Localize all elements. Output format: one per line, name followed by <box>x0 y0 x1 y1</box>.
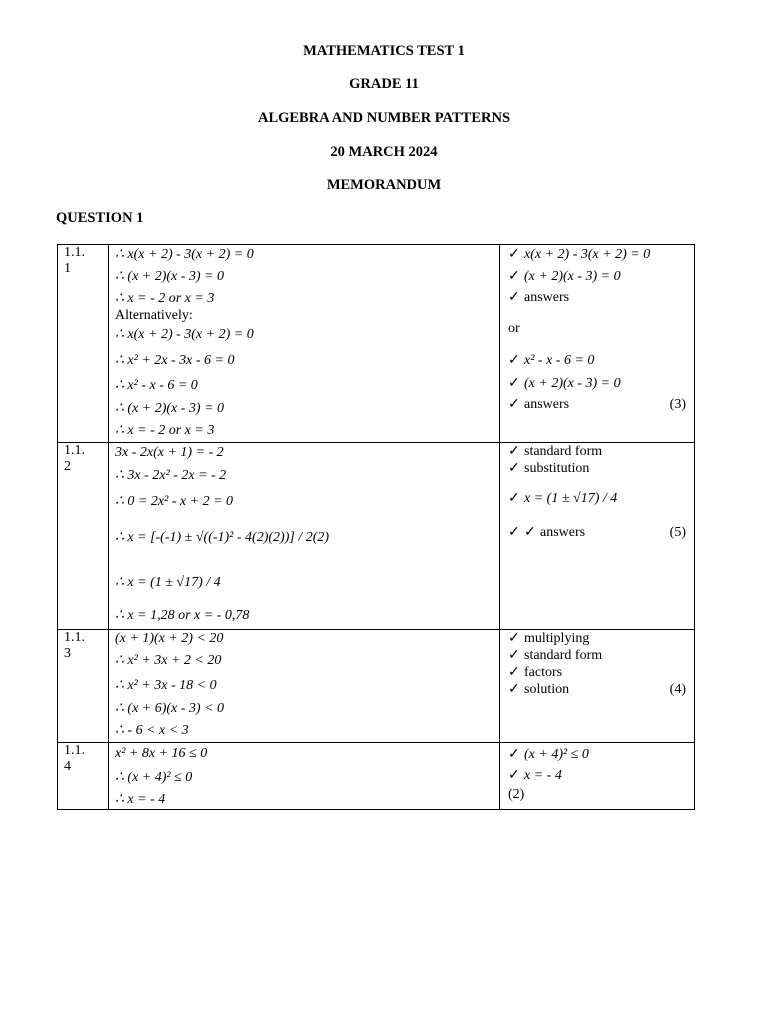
working-line: 3x - 2x(x + 1) = - 2 <box>115 445 224 460</box>
check-icon: ✓ <box>508 247 520 262</box>
working-cell <box>109 743 500 810</box>
mark-item: (x + 4)² ≤ 0 <box>524 747 589 762</box>
working-line: (x + 1)(x + 2) < 20 <box>115 631 224 646</box>
working-line: ∴ x² + 3x + 2 < 20 <box>115 653 222 668</box>
mark-total: (3) <box>669 397 686 412</box>
check-icon: ✓ <box>508 747 520 762</box>
question-number: 1.1. 1 <box>58 245 109 443</box>
table-row <box>58 743 695 810</box>
check-icon: ✓ <box>508 461 520 476</box>
title-line: MATHEMATICS TEST 1 <box>303 43 465 59</box>
table-row <box>58 443 695 630</box>
topic-line: ALGEBRA AND NUMBER PATTERNS <box>257 110 511 126</box>
mark-item: x = (1 ± √17) / 4 <box>524 491 618 506</box>
check-icon: ✓ <box>508 525 520 540</box>
working-line: ∴ x = - 2 or x = 3 <box>115 423 215 438</box>
question-number: 1.1. 2 <box>58 443 109 630</box>
mark-item: x(x + 2) - 3(x + 2) = 0 <box>524 247 651 262</box>
mark-item: multiplying <box>524 631 590 646</box>
check-icon: ✓ <box>508 648 520 663</box>
working-line: ∴ x = 1,28 or x = - 0,78 <box>115 608 250 623</box>
check-icon: ✓ <box>508 376 520 391</box>
mark-total: (5) <box>669 525 686 540</box>
memorandum-line: MEMORANDUM <box>326 177 442 193</box>
working-cell <box>109 245 500 443</box>
check-icon: ✓ <box>508 397 520 412</box>
mark-total: (4) <box>669 682 686 697</box>
mark-total: (2) <box>508 787 525 802</box>
date-line: 20 MARCH 2024 <box>330 144 438 160</box>
mark-item: answers <box>524 290 570 305</box>
working-line: x² + 8x + 16 ≤ 0 <box>115 746 208 761</box>
grade-line: GRADE 11 <box>349 76 419 92</box>
check-icon: ✓ <box>508 491 520 506</box>
check-icon: ✓ <box>508 353 520 368</box>
mark-item: x² - x - 6 = 0 <box>524 353 595 368</box>
mark-item: factors <box>524 665 563 680</box>
working-line: ∴ x² + 3x - 18 < 0 <box>115 678 217 693</box>
marks-cell <box>500 743 695 810</box>
working-line: ∴ (x + 6)(x - 3) < 0 <box>115 701 225 716</box>
mark-item: x = - 4 <box>524 768 562 783</box>
working-line: ∴ - 6 < x < 3 <box>115 723 189 738</box>
mark-item: answers <box>524 397 570 412</box>
working-line: ∴ x = - 4 <box>115 792 166 807</box>
mark-item: answers <box>540 525 586 540</box>
table-row <box>58 630 695 743</box>
check-icon: ✓ <box>508 682 520 697</box>
check-icon: ✓ <box>508 290 520 305</box>
check-icon: ✓ <box>508 631 520 646</box>
memo-table <box>57 244 695 810</box>
mark-item: substitution <box>524 461 590 476</box>
check-icon: ✓ <box>508 269 520 284</box>
working-line: ∴ x = [-(-1) ± √((-1)² - 4(2)(2))] / 2(2) <box>115 530 330 545</box>
working-line: ∴ x(x + 2) - 3(x + 2) = 0 <box>115 247 254 262</box>
check-icon: ✓ <box>508 444 520 459</box>
check-icon: ✓ <box>508 665 520 680</box>
check-icon: ✓ <box>508 768 520 783</box>
question-label: QUESTION 1 <box>56 210 144 226</box>
working-line: ∴ (x + 2)(x - 3) = 0 <box>115 269 225 284</box>
working-line: ∴ x = (1 ± √17) / 4 <box>115 575 221 590</box>
working-line: ∴ 3x - 2x² - 2x = - 2 <box>115 468 227 483</box>
working-line: Alternatively: <box>115 308 193 323</box>
working-cell <box>109 443 500 630</box>
table-row <box>58 245 695 443</box>
marks-cell <box>500 443 695 630</box>
mark-item: (x + 2)(x - 3) = 0 <box>524 269 621 284</box>
mark-item: standard form <box>524 444 603 459</box>
working-line: ∴ x² + 2x - 3x - 6 = 0 <box>115 353 235 368</box>
question-number: 1.1. 4 <box>58 743 109 810</box>
mark-item: (x + 2)(x - 3) = 0 <box>524 376 621 391</box>
marks-cell <box>500 630 695 743</box>
marks-cell <box>500 245 695 443</box>
working-line: ∴ x(x + 2) - 3(x + 2) = 0 <box>115 327 254 342</box>
mark-item: or <box>508 321 520 336</box>
working-line: ∴ 0 = 2x² - x + 2 = 0 <box>115 494 234 509</box>
check-icon: ✓ <box>524 525 536 540</box>
working-line: ∴ (x + 2)(x - 3) = 0 <box>115 401 225 416</box>
working-line: ∴ (x + 4)² ≤ 0 <box>115 770 193 785</box>
working-cell <box>109 630 500 743</box>
mark-item: solution <box>524 682 570 697</box>
working-line: ∴ x² - x - 6 = 0 <box>115 378 198 393</box>
mark-item: standard form <box>524 648 603 663</box>
question-number: 1.1. 3 <box>58 630 109 743</box>
working-line: ∴ x = - 2 or x = 3 <box>115 291 215 306</box>
